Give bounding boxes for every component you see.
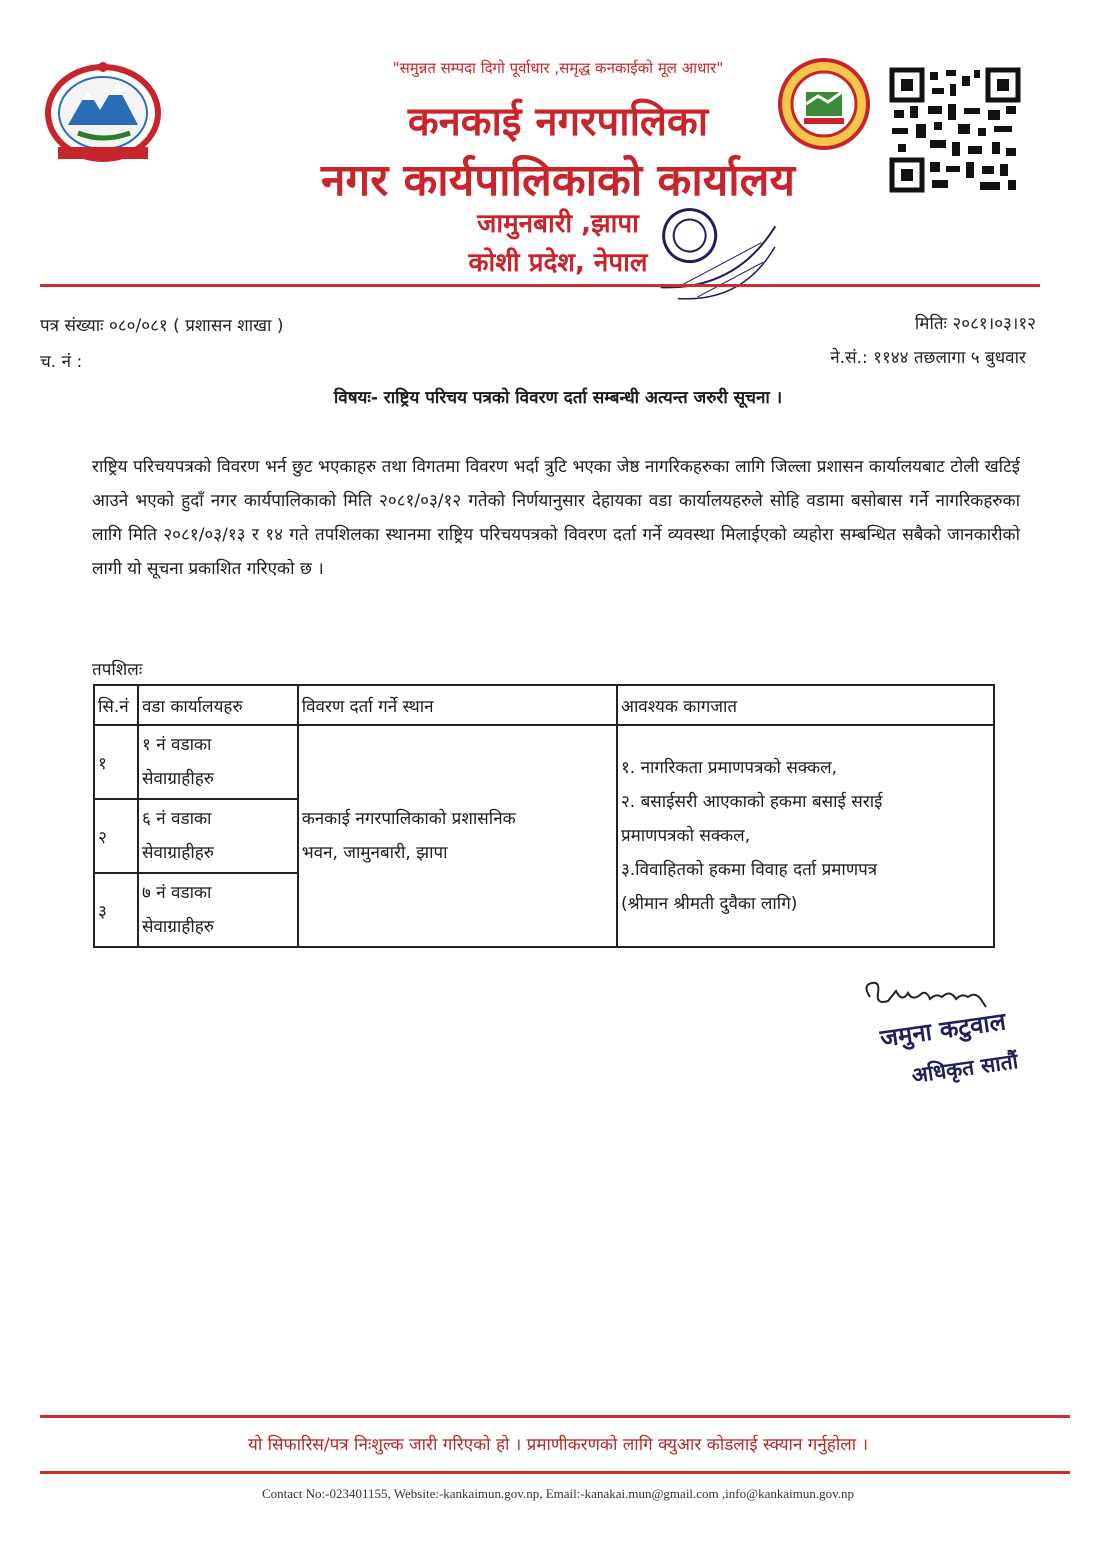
municipality-logo-icon bbox=[778, 58, 870, 150]
header-sn: सि.नं bbox=[94, 685, 138, 725]
header-documents: आवश्यक कागजात bbox=[617, 685, 994, 725]
location-line2: कोशी प्रदेश, नेपाल bbox=[468, 248, 648, 278]
row-sn: २ bbox=[94, 799, 138, 873]
tapasil-label: तपशिलः bbox=[92, 660, 143, 680]
row-sn: ३ bbox=[94, 873, 138, 947]
signatory-name: जमुना कटुवाल bbox=[878, 1007, 1008, 1053]
document-item: प्रमाणपत्रको सक्कल, bbox=[620, 826, 751, 846]
details-table bbox=[93, 684, 995, 948]
contact-info: Contact No:-023401155, Website:-kankaimun.gov.np, Email:-kanakai.mun@gmail.com ,info@kankaimun.gov.np bbox=[261, 1486, 855, 1501]
required-documents bbox=[617, 725, 994, 947]
nepal-sambat-date: ने.सं.: ११४४ तछलागा ५ बुधवार bbox=[830, 348, 1026, 368]
office-name: नगर कार्यपालिकाको कार्यालय bbox=[321, 155, 795, 206]
ward-line2: सेवाग्राहीहरु bbox=[141, 843, 214, 863]
subject-line: विषयः- राष्ट्रिय परिचय पत्रको विवरण दर्ता सम्बन्धी अत्यन्त जरुरी सूचना । bbox=[333, 388, 783, 408]
row-ward bbox=[138, 725, 298, 799]
ward-line1: ६ नं वडाका bbox=[141, 809, 212, 829]
header-rule bbox=[40, 284, 1040, 287]
table-row bbox=[94, 725, 994, 799]
header-ward: वडा कार्यालयहरु bbox=[138, 685, 298, 725]
header-location: विवरण दर्ता गर्ने स्थान bbox=[298, 685, 617, 725]
office-stamp-icon bbox=[632, 185, 802, 325]
footer-rule-bottom bbox=[40, 1471, 1070, 1474]
date: मितिः २०८१।०३।१२ bbox=[914, 314, 1036, 334]
ward-line1: १ नं वडाका bbox=[141, 735, 212, 755]
row-ward bbox=[138, 799, 298, 873]
document-item: १. नागरिकता प्रमाणपत्रको सक्कल, bbox=[620, 758, 838, 778]
ward-line2: सेवाग्राहीहरु bbox=[141, 917, 214, 937]
document-item: (श्रीमान श्रीमती दुवैका लागि) bbox=[620, 894, 798, 914]
footer-note: यो सिफारिस/पत्र निःशुल्क जारी गरिएको हो । प्रमाणीकरणको लागि क्युआर कोडलाई स्क्यान गर्नुहोला । bbox=[247, 1435, 869, 1455]
patra-sankhya: पत्र संख्याः ०८०/०८१ ( प्रशासन शाखा ) bbox=[40, 316, 284, 336]
table-header-row bbox=[94, 685, 994, 725]
ward-line2: सेवाग्राहीहरु bbox=[141, 769, 214, 789]
document-item: २. बसाईसरी आएकाको हकमा बसाई सराई bbox=[620, 792, 883, 812]
location-line: भवन, जामुनबारी, झापा bbox=[301, 843, 448, 863]
notice-body: राष्ट्रिय परिचयपत्रको विवरण भर्न छुट भएकाहरु तथा विगतमा विवरण भर्दा त्रुटि भएका जेष्ठ नागरिकहरुका लागि जिल्ला प्रशासन कार्यालयबाट टोली खटिई आउने भएको हुदाँ नगर कार्यपालिकाको मिति २०८१/०३/१२ गतेको निर्णयानुसार देहायका वडा कार्यालयहरुले सोहि वडामा बसोबास गर्ने नागरिकहरुका लागि मिति २०८१/०३/१३ र १४ गते तपशिलका स्थानमा राष्ट्रिय परिचयपत्रको विवरण दर्ता गर्ने व्यवस्था मिलाईएको व्यहोरा सम्बन्धित सबैको जानकारीको लागी यो सूचना प्रकाशित गरिएको छ । bbox=[92, 457, 1020, 579]
org-name: कनकाई नगरपालिका bbox=[407, 99, 709, 145]
registration-location bbox=[298, 725, 617, 947]
ward-line1: ७ नं वडाका bbox=[141, 883, 212, 903]
location-line1: जामुनबारी ,झापा bbox=[477, 209, 639, 239]
footer-rule-top bbox=[40, 1415, 1070, 1418]
row-ward bbox=[138, 873, 298, 947]
signatory-post: अधिकृत सातौं bbox=[910, 1049, 1020, 1088]
document-item: ३.विवाहितको हकमा विवाह दर्ता प्रमाणपत्र bbox=[620, 860, 878, 880]
chalani-number: च. नं : bbox=[40, 352, 83, 372]
row-sn: १ bbox=[94, 725, 138, 799]
motto: "समुन्नत सम्पदा दिगो पूर्वाधार ,समृद्ध कनकाईको मूल आधार" bbox=[392, 59, 724, 77]
qr-code-icon[interactable] bbox=[888, 66, 1022, 194]
location-line: कनकाई नगरपालिकाको प्रशासनिक bbox=[301, 809, 516, 829]
